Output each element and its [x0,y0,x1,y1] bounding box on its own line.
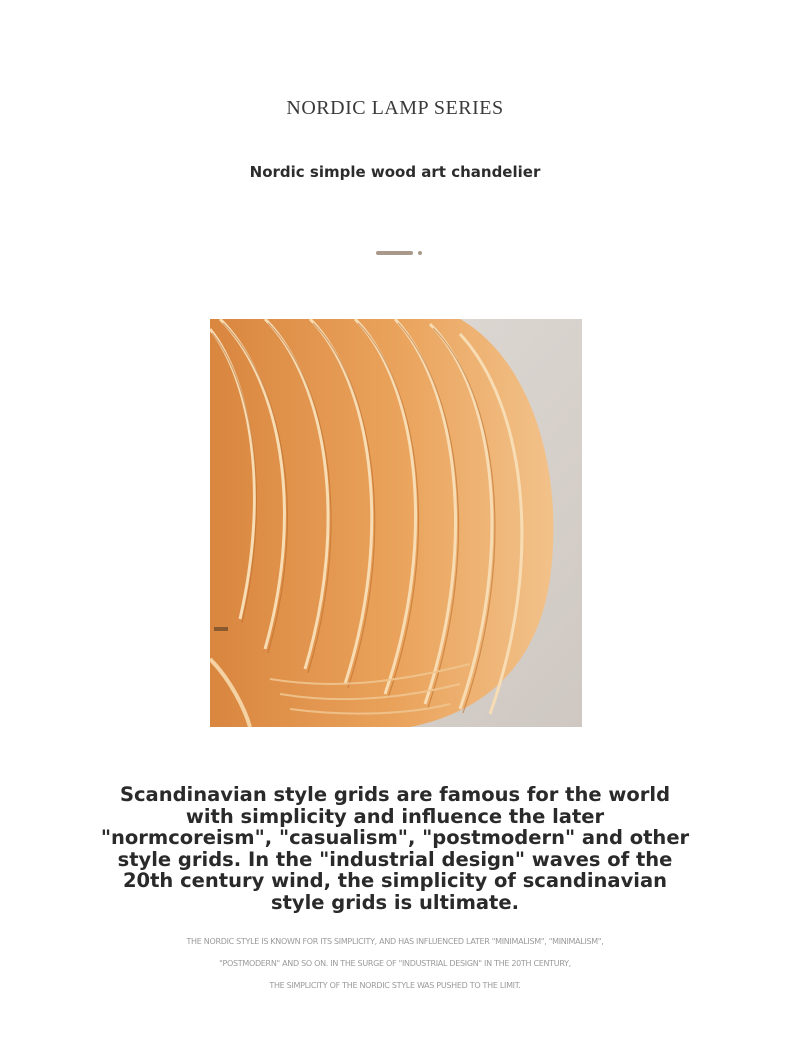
lamp-product-photo [210,319,582,727]
caption-line: "POSTMODERN" AND SO ON. IN THE SURGE OF "INDUSTRIAL DESIGN" IN THE 20TH CENTURY, [219,959,571,968]
caption-line: THE NORDIC STYLE IS KNOWN FOR ITS SIMPLICITY, AND HAS INFLUENCED LATER "MINIMALISM", "MINIMALISM", [186,937,604,946]
lamp-illustration [210,319,582,727]
caption-line: THE SIMPLICITY OF THE NORDIC STYLE WAS PUSHED TO THE LIMIT. [269,981,521,990]
page-subtitle: Nordic simple wood art chandelier [249,163,541,181]
series-title: NORDIC LAMP SERIES [286,97,504,119]
divider-dot [418,251,422,255]
headline-text: Scandinavian style grids are famous for the world with simplicity and influence the later "normcoreism", "casualism", "postmodern" and other style grids. In the "industrial design" waves of the 20th century wind, the simplicity of scandinavian style grids is ultimate. [100,783,690,914]
section-divider [376,251,424,256]
caption-text [100,931,690,997]
divider-bar [376,251,413,255]
